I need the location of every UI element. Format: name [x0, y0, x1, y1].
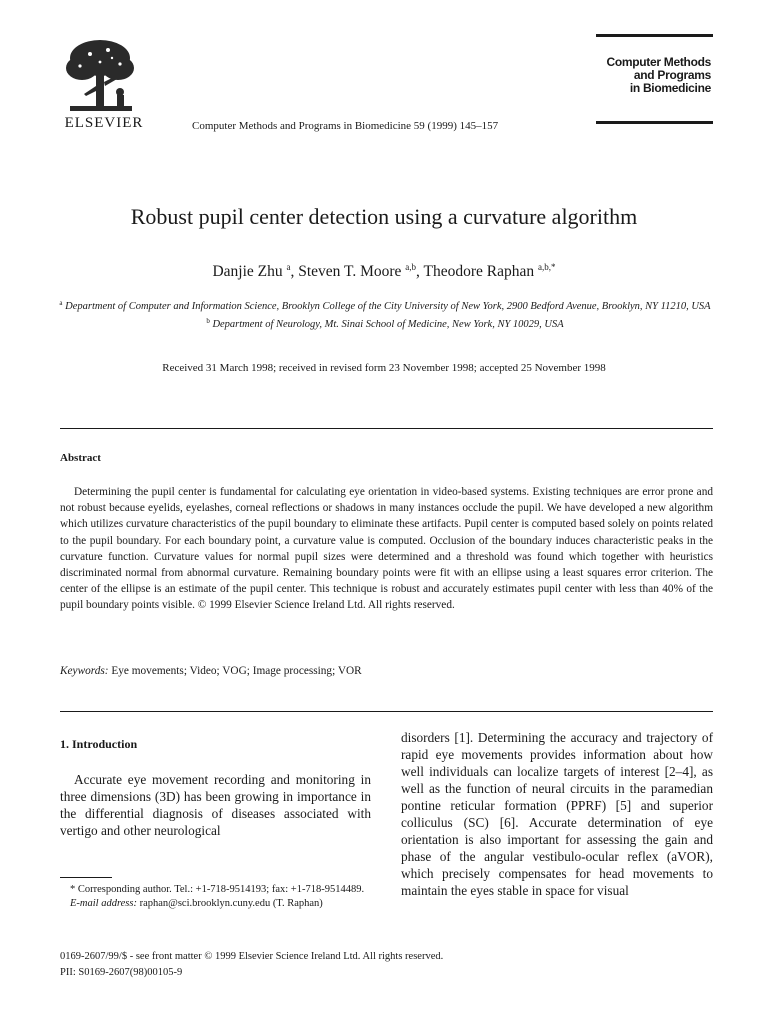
body-left-column: Accurate eye movement recording and monitoring in three dimensions (3D) has been growing in importance in the differential diagnosis of diseases associated with vertigo and other neurological — [60, 772, 371, 838]
divider — [60, 428, 713, 429]
affiliation-marker: a — [59, 299, 63, 307]
author-list: Danjie Zhu $^a$, Steven T. Moore $^{a,b}$, Theodore Raphan $^{a,b,*}$ — [212, 262, 556, 280]
copyright-line: 0169-2607/99/$ - see front matter © 1999 Elsevier Science Ireland Ltd. All rights reserved. — [60, 951, 444, 962]
journal-citation: Computer Methods and Programs in Biomedicine 59 (1999) 145–157 — [192, 120, 499, 132]
affiliation-a — [40, 296, 730, 314]
article-history: Received 31 March 1998; received in revised form 23 November 1998; accepted 25 November 1998 — [162, 362, 606, 374]
journal-brand — [596, 30, 713, 128]
author-affiliation-marker: a — [286, 262, 291, 272]
affiliation-b — [40, 314, 730, 332]
keywords-list: Eye movements; Video; VOG; Image processing; VOR — [111, 665, 362, 677]
affiliation-text: Department of Neurology, Mt. Sinai School of Medicine, New York, NY 10029, USA — [212, 319, 564, 330]
email-address: raphan@sci.brooklyn.cuny.edu (T. Raphan) — [139, 898, 323, 909]
corresponding-author-note: * Corresponding author. Tel.: +1-718-9514193; fax: +1-718-9514489. — [70, 884, 365, 895]
email-label: E-mail address: — [70, 898, 137, 909]
section-heading: 1. Introduction — [60, 737, 138, 751]
abstract-heading: Abstract — [60, 452, 101, 464]
author-name: Danjie Zhu — [212, 263, 283, 280]
affiliations — [40, 296, 730, 332]
body-right-column: disorders [1]. Determining the accuracy and trajectory of rapid eye movements provides information about how well individuals can localize targets of interest [2–4], as well as the function of neural circuits in the paramedian pontine reticular formation (PPRF) [5] and superior colliculus (SC) [6]. Accurate determination of eye orientation is also important for assessing the gain and phase of the angular vestibulo-ocular reflex (aVOR), which precisely compensates for head movements to maintain the eyes stable in space for visual — [401, 730, 713, 898]
divider — [60, 711, 713, 712]
affiliation-marker: b — [206, 317, 210, 325]
affiliation-text: Department of Computer and Information Science, Brooklyn College of the City University of New York, 2900 Bedford Avenue, Brooklyn, NY 11210, USA — [65, 301, 711, 312]
footnote — [60, 883, 371, 911]
brand-line: Computer Methods — [606, 55, 711, 69]
footnote-divider — [60, 877, 112, 878]
article-title: Robust pupil center detection using a curvature algorithm — [130, 204, 638, 229]
author-name: Steven T. Moore — [298, 263, 402, 280]
pii-line: PII: S0169-2607(98)00105-9 — [60, 967, 183, 978]
brand-line: in Biomedicine — [629, 81, 711, 95]
brand-line: and Programs — [633, 68, 711, 82]
keywords-label: Keywords: — [60, 665, 109, 677]
author-affiliation-marker: a,b,* — [538, 262, 556, 272]
abstract-text: Determining the pupil center is fundamental for calculating eye orientation in video-based systems. Existing techniques are error prone and not robust because eyelids, eyelashes, corneal reflections or shadows in many instances occlude the pupil. We have developed a new algorithm which utilizes curvature characteristics of the pupil boundary to eliminate these artifacts. Pupil center is computed based solely on points related to the pupil boundary. For each boundary point, a curvature value is computed. Occlusion of the boundary induces characteristic peaks in the curvature function. Curvature values for normal pupil sizes were determined and a threshold was found which together with heuristics discriminated normal from abnormal curvature. Remaining boundary points were fit with an ellipse using a least squares error criterion. The center of the ellipse is an estimate of the pupil center. This technique is robust and accurately estimates pupil center with less than 40% of the pupil boundary points visible. © 1999 Elsevier Science Ireland Ltd. All rights reserved. — [60, 486, 713, 612]
copyright-footer — [60, 949, 443, 981]
email-note — [60, 897, 371, 911]
author-affiliation-marker: a,b — [405, 262, 417, 272]
author-name: Theodore Raphan — [423, 263, 535, 280]
keywords — [60, 665, 362, 677]
publisher-name: ELSEVIER — [64, 115, 144, 131]
